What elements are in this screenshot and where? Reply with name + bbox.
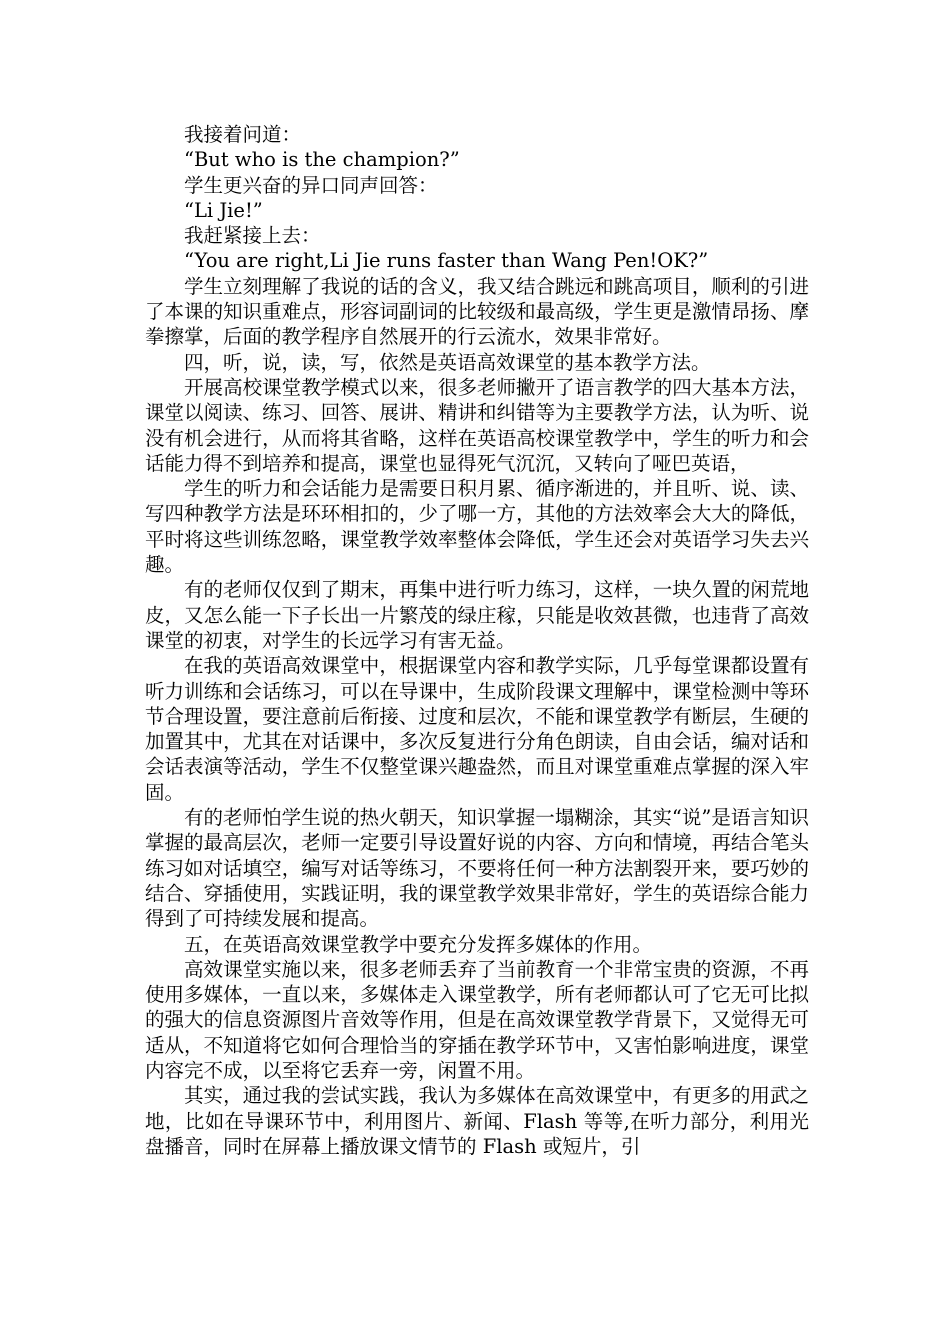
paragraph: 我接着问道： (184, 123, 302, 146)
paragraph: “But who is the champion?” (184, 148, 460, 172)
section-heading: 五，在英语高效课堂教学中要充分发挥多媒体的作用。 (184, 932, 653, 956)
paragraph: “Li Jie!” (184, 198, 263, 222)
paragraph: “You are right,Li Jie runs faster than Wang Pen!OK?” (184, 249, 709, 273)
paragraph: 学生更兴奋的异口同声回答： (184, 173, 438, 197)
paragraph: 我赶紧接上去： (184, 224, 321, 248)
paragraph: 其实，通过我的尝试实践，我认为多媒体在高效课堂中，有更多的用武之地，比如在导课环节中，利用图片、新闻、Flash 等等,在听力部分，利用光盘播音，同时在屏幕上播放课文情节的 Flash 或短片，引 (145, 1084, 809, 1158)
paragraph: 在我的英语高效课堂中，根据课堂内容和教学实际，几乎每堂课都设置有听力训练和会话练习，可以在导课中，生成阶段课文理解中，课堂检测中等环节合理设置，要注意前后衔接、过度和层次，不能和课堂教学有断层，生硬的加置其中，尤其在对话课中，多次反复进行分角色朗读，自由会话，编对话和会话表演等活动，学生不仅整堂课兴趣盎然，而且对课堂重难点掌握的深入牢固。 (145, 654, 809, 804)
paragraph: 有的老师怕学生说的热火朝天，知识掌握一塌糊涂，其实“说”是语言知识掌握的最高层次，老师一定要引导设置好说的内容、方向和情境，再结合笔头练习如对话填空，编写对话等练习，不要将任何一种方法割裂开来，要巧妙的结合、穿插使用，实践证明，我的课堂教学效果非常好，学生的英语综合能力得到了可持续发展和提高。 (145, 806, 809, 931)
document-body (145, 122, 809, 1159)
paragraph: 有的老师仅仅到了期末，再集中进行听力练习，这样，一块久置的闲荒地皮，又怎么能一下子长出一片繁茂的绿庄稼，只能是收效甚微，也违背了高效课堂的初衷，对学生的长远学习有害无益。 (145, 578, 809, 652)
section-heading: 四，听，说，读，写，依然是英语高效课堂的基本教学方法。 (184, 350, 711, 374)
paragraph: 学生的听力和会话能力是需要日积月累、循序渐进的，并且听、说、读、写四种教学方法是环环相扣的，少了哪一方，其他的方法效率会大大的降低，平时将这些训练忽略，课堂教学效率整体会降低，学生还会对英语学习失去兴趣。 (145, 477, 809, 577)
paragraph: 学生立刻理解了我说的话的含义，我又结合跳远和跳高项目，顺利的引进了本课的知识重难点，形容词副词的比较级和最高级，学生更是激情昂扬、摩拳擦掌，后面的教学程序自然展开的行云流水，效果非常好。 (145, 274, 809, 349)
paragraph: 高效课堂实施以来，很多老师丢弃了当前教育一个非常宝贵的资源，不再使用多媒体，一直以来，多媒体走入课堂教学，所有老师都认可了它无可比拟的强大的信息资源图片音效等作用，但是在高效课堂教学背景下，又觉得无可适从，不知道将它如何合理恰当的穿插在教学环节中，又害怕影响进度，课堂内容完不成，以至将它丢弃一旁，闲置不用。 (145, 957, 809, 1082)
paragraph: 开展高校课堂教学模式以来，很多老师撇开了语言教学的四大基本方法，课堂以阅读、练习、回答、展讲、精讲和纠错等为主要教学方法，认为听、说没有机会进行，从而将其省略，这样在英语高校课堂教学中，学生的听力和会话能力得不到培养和提高，课堂也显得死气沉沉，又转向了哑巴英语， (145, 375, 809, 475)
